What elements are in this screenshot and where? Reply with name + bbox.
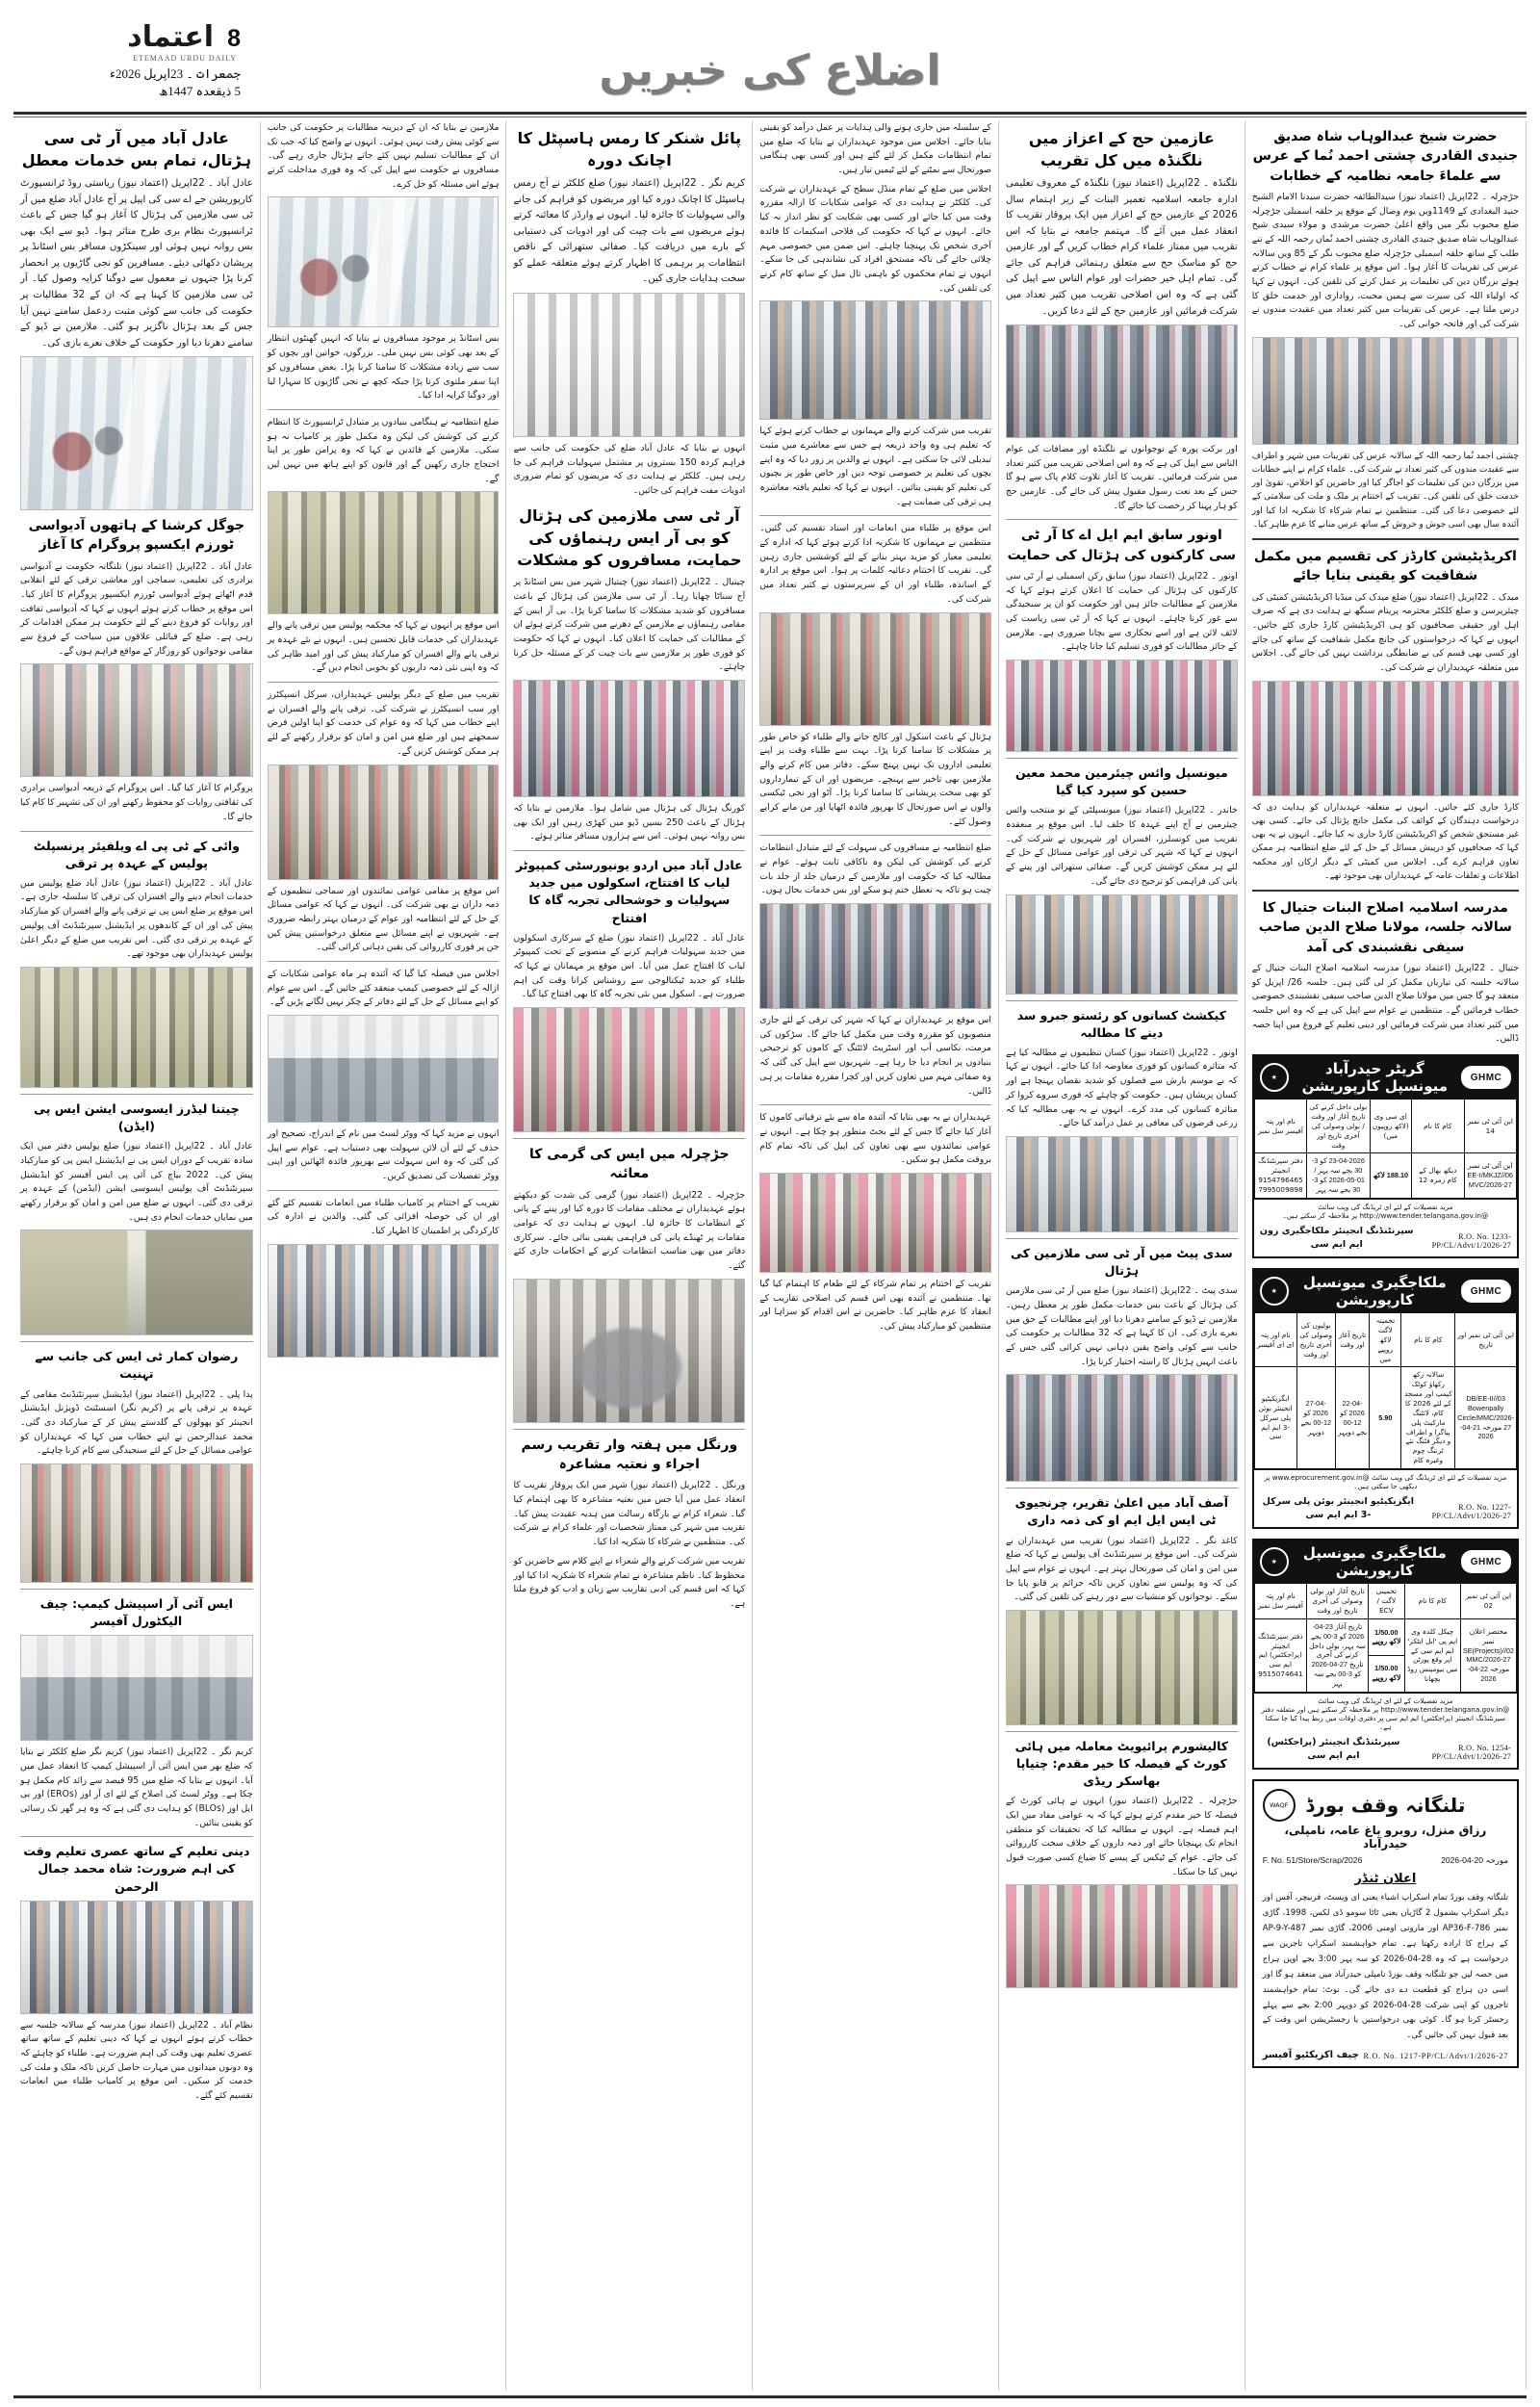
- column-runover: اس موقع پر انہوں نے کہا کہ محکمہ پولیس میں ترقی پانے والے عہدیداران کی خدمات قابل تحسین ہیں۔ انہوں نے نئے عہدہ پر ترقی پانے والے افسران کو مبارکباد پیش کی اور امید ظاہر کی کہ وہ اپنی نئی ذمہ داریوں کو بخوبی انجام دیں گے۔: [267, 620, 500, 674]
- government-seal-icon: ★: [1260, 1547, 1289, 1576]
- article-body-cont: کورنگ ہڑتال کی ہڑتال میں شامل ہوا۔ ملازمین نے بتایا کہ ہڑتال کے باعث 250 بسیں ڈپو میں کھڑی رہیں اور ایک بھی بس روانہ نہیں ہوئی۔ اس سے ہزاروں مسافر متاثر ہوئے۔: [513, 803, 746, 842]
- column-runover: اس موقع پر طلباء میں انعامات اور اسناد تقسیم کی گئیں۔ منتظمین نے مہمانوں کا شکریہ ادا کرتے ہوئے کہا کہ ادارہ کے تعلیمی معیار کو مزید بہتر بنانے کے لئے کوششیں جاری رہیں گی۔ تقریب کا اختتام دعائیہ کلمات پر ہوا۔ اس موقع پر ادارہ کے اساتذہ، طلباء اور ان کے سرپرستوں نے کثیر تعداد میں شرکت کی۔: [759, 523, 991, 605]
- article-body: کاغذ نگر ۔ 22اپریل (اعتماد نیوز) تقریب میں عہدیداران نے شرکت کی۔ اس موقع پر سپرنٹنڈنٹ آف پولیس نے کہا کہ ضلع میں امن و امان کی صورتحال بہتر ہے۔ انہوں نے عوام سے اپیل کی کہ وہ پولیس سے تعاون کریں تاکہ جرائم پر قابو پایا جا سکے۔ نوجوانوں کو منشیات سے دور رہنے کی تلقین کی گئی۔: [1005, 1535, 1238, 1603]
- article-body: عادل آباد ۔ 22اپریل (اعتماد نیوز) تلنگانہ حکومت نے آدیواسی برادری کی تعلیمی، سماجی اور معاشی ترقی کے لئے انقلابی قدم اٹھاتے ہوئے آدیواسی ٹورزم ایکسپور پروگرام کا آغاز کیا۔ اس موقع پر خطاب کرتے ہوئے انہوں نے کہا کہ آدیواسی ثقافت اور روایات کو فروغ دینے کے لئے حکومت ہر ممکن اقدامات کر رہی ہے۔ ضلع کے قبائلی علاقوں میں سیاحت کے فروغ سے مقامی نوجوانوں کو روزگار کے مواقع فراہم ہوں گے۔: [20, 560, 253, 657]
- article-headline: آر ٹی سی ملازمین کی ہڑتال کو بی آر ایس رہنماؤں کی حمایت، مسافروں کو مشکلات: [517, 505, 742, 570]
- ad-note: مزید تفصیلات کے لئے ای ٹریڈنگ کی ویب سائٹ @www.eprocurement.gov.in پر دیکھی جا سکتی ہیں۔: [1254, 1469, 1517, 1493]
- waqf-board-seal-icon: WAQF: [1263, 1789, 1296, 1822]
- column-3: [505, 121, 752, 2390]
- article-photo-hajj-function: [1006, 324, 1238, 438]
- ad-header: [1254, 1056, 1517, 1099]
- tender-table: [1254, 1583, 1517, 1692]
- ad-note: مزید تفصیلات کے لئے ای ٹریڈنگ کی ویب سائٹ @http://www.tender.telangana.gov.in پر ملاحظہ کر سکتے ہیں۔: [1254, 1199, 1517, 1223]
- article-body: جڑچرلہ ۔ 22اپریل (اعتماد نیوز) سیدالطائفہ حضرت سیدنا الامام الشیخ جنید البغدادی کے 1149ویں یوم وصال کے موقع پر حلقہ اسمبلی جڑچرلہ ضلع محبوب نگر میں واقع اعلیٰ حضرت مرشدی و مولاء سیدی شیخ عبدالوہاب شاہ صدیق جنیدی القادری چشتی احمد نُماں رحمہ اللہ کے تنے طلب کے ساتھ حلقہ اسمبلی جڑچرلہ ضلع محبوب نگر کے 85 ویں سالانہ عرس کی تقریبات کا آغاز ہوا۔ اس موقع پر علماء کرام نے خطاب کرتے ہوئے بزرگان دین کی تعلیمات پر عمل کرنے کی تلقین کی۔ انہوں نے کہا کہ اولیاء اللہ کی سیرت سے ہمیں محبت، رواداری اور خدمت خلق کا درس ملتا ہے۔ عرس کی تقریبات میں کثیر تعداد میں عقیدت مندوں نے شرکت کی اور فاتحہ خوانی کی۔: [1251, 191, 1519, 330]
- waqf-reference-row: [1263, 1855, 1508, 1866]
- column-photo-office-meeting: [268, 1015, 500, 1123]
- td-ecv: 1/50.00 لاکھ روپیے: [1369, 1618, 1405, 1655]
- section-title: اضلاع کی خبریں: [599, 46, 941, 95]
- article-body: عادل آباد ۔ 22اپریل (اعتماد نیوز) ضلع کے سرکاری اسکولوں میں جدید سہولیات فراہم کرنے کے منصوبے کے تحت کمپیوٹر لیاب کا افتتاح عمل میں آیا۔ اس موقع پر مہمانان نے کہا کہ طلباء کو جدید ٹیکنالوجی سے روشناس کرانا وقت کی اہم ضرورت ہے۔ اسکول میں نئی تجربہ گاہ کا بھی افتتاح کیا گیا۔: [513, 932, 746, 1000]
- column-1: [13, 121, 260, 2390]
- ad-ro-number: R.O. No. 1254-PP/CL/Advt/1/2026-27: [1431, 1744, 1511, 1762]
- waqf-address: رزاق منزل، روبرو باغ عامہ، نامپلی، حیدرآباد: [1284, 1824, 1487, 1851]
- article-body: خاندر ۔ 22اپریل (اعتماد نیوز) میونسپلٹی کے نو منتخب وائس چیئرمین نے آج اپنے عہدہ کا حلف لیا۔ اس موقع پر منعقدہ تقریب میں کونسلرز، افسران اور شہریوں نے شرکت کی۔ انہوں نے کہا کہ شہر کی ترقی اور عوامی مسائل کے حل کے لئے ہر ممکن کوشش کریں گے۔ صفائی ستھرائی اور پینے کے پانی کی فراہمی کو ترجیح دی جائے گی۔: [1005, 805, 1238, 887]
- article-photo-felicitation-ceremony: [20, 1463, 253, 1583]
- article-photo-brs-leaders-protest: [513, 680, 745, 797]
- article-photo-bus-stand-empty: [20, 356, 253, 510]
- article-headline: جوگل کرشنا کے ہاتھوں آدیواسی ٹورزم ایکسپو پروگرام کا آغاز: [28, 518, 245, 554]
- th-ecv: ای سی وی (لاکھ روپیوں میں): [1370, 1100, 1412, 1153]
- th-work: کام کا نام: [1412, 1100, 1464, 1153]
- table-row: [1254, 1618, 1516, 1655]
- article-body: ورنگل ۔ 22اپریل (اعتماد نیوز) شہر میں ایک پروقار تقریب کا انعقاد عمل میں آیا جس میں نعتیہ مشاعرہ کا بھی اہتمام کیا گیا۔ شعراء کرام نے بارگاہ رسالت میں ہدیہ عقیدت پیش کیا۔ تقریب میں شہر کی ممتاز شخصیات اور علماء کرام نے شرکت کی۔ منتظمین نے شرکاء کا شکریہ ادا کیا۔: [513, 1480, 746, 1548]
- waqf-body-text: تلنگانہ وقف بورڈ تمام اسکراپ اشیاء یعنی ای ویسٹ، فرنیچر، آفس اور دیگر اسکراپ بشمول 2 گاڑیاں یعنی ٹاٹا سومو ڈی لکس، 1998، گاڑی نمبر AP36-F-786 اور ماروتی اومنی 2006، گاڑی نمبر AP-9-Y-487 کے ہراج کا ارادہ رکھتا ہے۔ تمام خواہشمند اسکراپ تاجرین سے درخواست ہے کہ وہ 28-04-2026 کو سہ پہر 3:00 بجے اوپن ہراج میں حصہ لیں جو تلنگانہ وقف بورڈ نامپلی حیدرآباد میں منعقد ہو گا اور اسی دن ہراج کو قطعیت دے دی جائے گی۔ نوٹ: تمام خواہشمند تاجروں کو اپنی شرکت 28-04-2026 کو دوپہر 2:00 بجے سے پہلے رجسٹر کرنا ہو گا۔ کوئی بھی درخواستیں یا رجسٹریشن اس وقت کے بعد قبول نہیں کی جائیں گی۔: [1262, 1893, 1509, 2041]
- ad-note: مزید تفصیلات کے لئے ای ٹریڈنگ کی ویب سائٹ @http://www.tender.telangana.gov.in پر ملاحظہ کر سکتے ہیں اور متعلقہ دفتر سپرنٹنڈنگ انجینئر (پراجکٹس) ایم ایم سی پر دفتری اوقات میں ربط پیدا کیا جا سکتا ہے۔: [1254, 1693, 1517, 1734]
- waqf-footer: [1263, 2050, 1508, 2060]
- article-photo-madrasa-function: [20, 1901, 253, 2014]
- article-headline: عادل آباد میں آر ٹی سی ہڑتال، تمام بس خدمات معطل: [21, 129, 251, 170]
- column-runover: اجلاس میں ضلع کے تمام منڈل سطح کے عہدیداران نے شرکت کی۔ کلکٹر نے ہدایت دی کہ عوامی شکایات کا ازالہ مقررہ وقت میں کیا جائے اور کسی بھی شکایت کو نظر انداز نہ کیا جائے۔ انہوں نے کہا کہ حکومت کی فلاحی اسکیمات کا فائدہ آخری شخص تک پہنچنا چاہئے۔ اس ضمن میں خصوصی مہم چلائی جائے گی تاکہ مستحق افراد کی نشاندہی کی جا سکے۔ انہوں نے تمام محکموں کو باہمی تال میل کے ساتھ کام کرنے کی تلقین کی۔: [759, 183, 991, 294]
- masthead-brand-block: [19, 17, 241, 99]
- column-runover: تقریب کے اختتام پر تمام شرکاء کے لئے طعام کا اہتمام کیا گیا تھا۔ منتظمین نے آئندہ بھی اس قسم کی اصلاحی تقاریب کے انعقاد کا عزم ظاہر کیا۔ حاضرین نے اس اقدام کو سراہا اور منتظمین کو مبارکباد پیش کی۔: [759, 1278, 991, 1332]
- td-work: سالانہ رکھ رکھاؤ کوٹک کیمپ اور مسجد کے لئے 2026 کا کام، لائٹنگ مارکیٹ پلی پیاگرا و اطراف و دیگر فٹنگ نئے ٹرننگ چوم وغیرہ کام: [1401, 1367, 1455, 1468]
- article-body-cont: تقریب میں شرکت کرنے والے شعراء نے اپنے کلام سے حاضرین کو محظوظ کیا۔ ناظم مشاعرہ نے تمام شعراء کا شکریہ ادا کیا اور کہا کہ اس قسم کی ادبی تقاریب سے زبان و ادب کو فروغ ملتا ہے۔: [513, 1555, 746, 1609]
- section-title-block: [241, 17, 1299, 95]
- column-photo-officials-meeting: [759, 300, 991, 420]
- article-headline: آصف آباد میں اعلیٰ تقریر، چرنجیوی ٹی ایس ایل ایم او کی ذمہ داری: [1014, 1495, 1228, 1528]
- article-headline: حضرت شیخ عبدالوہاب شاہ صدیق جنیدی القادری چشتی احمد نُما کے عرس سے علماءَ جامعہ نظامیہ کے خطابات: [1252, 129, 1519, 184]
- article-body: جتیال ۔ 22اپریل (اعتماد نیوز) مدرسہ اسلامیہ اصلاح البنات جتیال کے سالانہ جلسہ کی تیاریاں مکمل کر لی گئی ہیں۔ جلسہ 26/ اپریل کو منعقد ہو گا جس میں مولانا صلاح الدین صاحب سیفی نقشبندی خصوصی خطاب فرمائیں گے۔ منتظمین نے عوام سے اپیل کی ہے کہ وہ اس جلسہ میں کثیر تعداد میں شرکت فرمائیں اور دینی تعلیم کے فروغ میں اپنا حصہ ڈالیں۔: [1251, 963, 1519, 1045]
- ad-signature: ایگزیکیٹیو انجینئر بوئن پلی سرکل -3 ایم ایم سی: [1262, 1495, 1414, 1521]
- ad-signature: سپرنٹنڈنگ انجینئر (پراجکٹس) ایم ایم سی: [1267, 1736, 1400, 1762]
- th-officer: نام اور پتہ آفیسر سل نمبر: [1254, 1100, 1306, 1153]
- column-photo-civic-leaders: [759, 1173, 991, 1273]
- article-headline: جڑچرلہ میں ایس کی گرمی کا معائنہ: [529, 1147, 730, 1182]
- article-body: عادل آباد ۔ 22اپریل (اعتماد نیوز) عادل آباد ضلع پولیس میں خدمات انجام دینے والے افسران کی ترقی کا سلسلہ جاری ہے۔ اس موقع پر ضلع ایس پی نے ترقی پانے والے افسران کو مبارکباد پیش کی اور ان کے کاندھوں پر ایڈیشنل سپرنٹنڈنٹ آف پولیس کے عہدہ پر ترقی دی گئی۔ اس تقریب میں ضلع کے دیگر اعلیٰ پولیس عہدیداران بھی موجود تھے۔: [20, 877, 253, 960]
- column-runover: ہڑتال کے باعث اسکول اور کالج جانے والے طلباء کو خاص طور پر مشکلات کا سامنا کرنا پڑا۔ بہت سے طلباء وقت پر اپنے تعلیمی اداروں تک نہیں پہنچ سکے۔ دفاتر میں کام کرنے والے ملازمین بھی تاخیر سے پہنچے۔ مریضوں اور ان کے تیمارداروں کو بھی سخت پریشانی کا سامنا کرنا پڑا۔ آٹو اور نجی ٹیکسی والوں نے اس صورتحال کا بھرپور فائدہ اٹھایا اور من مانے کرایے وصول کئے۔: [759, 731, 991, 827]
- article-headline: چیتنا لیڈرز ایسوسی ایشن ایس پی (ایڈن): [34, 1100, 240, 1134]
- th-ecv: تخمینہ لاگت لاکھ روپیے میں: [1370, 1313, 1401, 1367]
- article-headline: دینی تعلیم کے ساتھ عصری تعلیم وقت کی اہم ضرورت: شاہ محمد جمال الرحمن: [23, 1844, 250, 1894]
- ghmc-logo-icon: GHMC: [1461, 1066, 1511, 1089]
- column-photo-gathering: [268, 1244, 500, 1358]
- article-headline: اونور سابق ایم ایل اے کا آر ٹی سی کارکنوں کی ہڑتال کی حمایت: [1007, 528, 1236, 563]
- ghmc-logo-icon: GHMC: [1461, 1280, 1511, 1303]
- masthead-rule-thin: [13, 116, 1527, 117]
- article-headline: ورنگل میں ہفتہ وار تقریب رسم اجراء و نعتیہ مشاعرہ: [521, 1436, 738, 1473]
- ad-footer: [1254, 1734, 1517, 1769]
- article-headline: اکریڈیٹیشن کارڈز کی تقسیم میں مکمل شفافیت کو یقینی بنایا جائے: [1253, 549, 1517, 584]
- article-photo-press-conference: [1006, 1884, 1238, 1988]
- article-body: عادل آباد ۔ 22اپریل (اعتماد نیوز) ریاستی روڈ ٹرانسپورٹ کارپوریشن جے اے سی کی اپیل پر آج عادل آباد ضلع میں آر ٹی سی ملازمین کی ہڑتال کا آغاز ہو گیا جس کے باعث ٹرانسپورٹ نظام بری طرح متاثر ہوا۔ ڈپو سے ایک بھی بس روانہ نہیں ہوئی اور سینکڑوں مسافر بس اسٹانڈ پر پریشان دکھائی دیئے۔ مسافرین کو نجی گاڑیوں پر انحصار کرنا پڑا جنہوں نے معمول سے دوگنا کرایہ وصول کیا۔ آر ٹی سی ملازمین کا کہنا ہے کہ ان کے 32 مطالبات پر حکومت کی جانب سے کوئی مثبت ردعمل سامنے نہیں آیا جس کے بعد ہڑتال ناگزیر ہو گئی۔ ملازمین نے ڈپو کے سامنے دھرنا دیا اور حکومت کے خلاف نعرے بازی کی۔: [20, 178, 253, 349]
- article-photo-woman-officer: [20, 1229, 253, 1335]
- column-photo-stranded-passengers: [759, 903, 991, 1009]
- article-headline: سدی پیٹ میں آر ٹی سی ملازمین کی ہڑتال: [1010, 1245, 1233, 1279]
- column-runover: بس اسٹانڈ پر موجود مسافروں نے بتایا کہ انہیں گھنٹوں انتظار کے بعد بھی کوئی بس نہیں ملی۔ بزرگوں، خواتین اور بچوں کو سب سے زیادہ مشکلات کا سامنا کرنا پڑا۔ بعض مسافروں کو اپنا سفر ملتوی کرنا پڑا جبکہ کچھ نے نجی گاڑیوں کا سہارا لیا اور دوگنا کرایہ ادا کیا۔: [267, 333, 500, 401]
- article-photo-collector-meet: [20, 1635, 253, 1741]
- article-photo-tourism-expo: [20, 663, 253, 777]
- column-photo-award-ceremony: [759, 612, 991, 726]
- th-dates: بولی داخل کرنے کی تاریخ آغاز اور وقت / بولی وصولی کی آخری تاریخ اور وقت: [1307, 1100, 1370, 1153]
- column-photo-waiting-area: [268, 196, 500, 327]
- ad-authority-name: ملکاجگیری میونسپل کارپوریشن: [1302, 1274, 1447, 1309]
- column-runover: تقریب میں شرکت کرنے والے مہمانوں نے خطاب کرتے ہوئے کہا کہ تعلیم ہی وہ واحد ذریعہ ہے جس سے معاشرے میں مثبت تبدیلی لائی جا سکتی ہے۔ انہوں نے والدین پر زور دیا کہ وہ اپنے بچوں کی تعلیم پر خصوصی توجہ دیں اور خاص طور پر بچیوں کی تعلیم کو یقینی بنائیں۔ انہوں نے کہا کہ تعلیم یافتہ معاشرہ ہی ترقی کی ضمانت ہے۔: [759, 426, 991, 507]
- content-grid: [13, 121, 1527, 2390]
- ad-header: [1254, 1540, 1517, 1583]
- article-photo-farmers: [1006, 1136, 1238, 1232]
- th-work: کام کا نام: [1401, 1313, 1455, 1367]
- table-row: [1254, 1367, 1516, 1468]
- article-body: عادل آباد ۔ 22اپریل (اعتماد نیوز) ضلع پولیس دفتر میں ایک سادہ تقریب کے دوران ایس پی نے ایڈیشنل ایس پی کو مبارکباد پیش کی۔ 2022 بیاچ کی آئی پی ایس آفیسر کو ایڈیشنل سپرنٹنڈنٹ آف پولیس ایسوسی ایشن (ایڈمن) کے عہدہ پر ترقی دی گئی۔ انہوں نے ضلع میں امن و امان کو برقرار رکھنے میں نمایاں خدمات انجام دی ہیں۔: [20, 1141, 253, 1223]
- article-photo-mla-support: [1006, 660, 1238, 752]
- th-end: بولیوں کی وصولی کی آخری تاریخ اور وقت: [1296, 1313, 1335, 1367]
- td-officer: دفتر سپرنٹنڈنگ انجینئر 9154796465 7995009898: [1254, 1153, 1306, 1198]
- page-bottom-rule: [13, 2395, 1527, 2398]
- column-4: [752, 121, 998, 2390]
- td-end: 27-04-2026 کو 12-00 بجے دوپہر: [1296, 1367, 1335, 1468]
- column-runover: اجلاس میں فیصلہ کیا گیا کہ آئندہ ہر ماہ عوامی شکایات کے ازالہ کے لئے خصوصی کیمپ منعقد کئے جائیں گے۔ اس سے عوام کو اپنے مسائل کے حل کے لئے دفاتر کے چکر نہیں لگانے پڑیں گے۔: [267, 968, 500, 1008]
- article-headline: عازمین حج کے اعزاز میں نلگنڈہ میں کل تقریب: [1028, 129, 1215, 170]
- article-headline: عادل آباد میں اردو یونیورسٹی کمپیوٹر لیاب کا افتتاح، اسکولوں میں جدید سہولیات و خوشحالی تجربہ گاہ کا افتتاح: [515, 858, 743, 925]
- article-body-cont: چشتی احمد نُما رحمہ اللہ کے سالانہ عرس کی تقریبات میں شہر و اطراف سے عقیدت مندوں کی کثیر تعداد نے شرکت کی۔ علماء کرام نے اپنے خطابات میں بزرگان دین کی تعلیمات کو اجاگر کیا اور حاضرین کو اخلاص، تقویٰ اور خدمت خلق کی تلقین کی۔ تقریب کے اختتام پر ملک و ملت کی سلامتی کے لئے خصوصی دعا کی گئی۔ منتظمین نے تمام شرکاء کا شکریہ ادا کیا اور آئندہ سال بھی اسی جوش و خروش کے ساتھ عرس منانے کا عزم ظاہر کیا۔: [1251, 451, 1519, 530]
- masthead-rule: [13, 112, 1527, 115]
- article-body: جڑچرلہ ۔ 22اپریل (اعتماد نیوز) گرمی کی شدت کو دیکھتے ہوئے عہدیداران نے مختلف مقامات کا دورہ کیا اور پینے کے پانی کے انتظامات کا جائزہ لیا۔ انہوں نے ہدایت دی کہ عوامی مقامات پر ٹھنڈے پانی کی فراہمی یقینی بنائی جائے۔ سرکاری دفاتر میں بھی مناسب انتظامات کرنے کے احکامات جاری کئے گئے۔: [513, 1189, 746, 1272]
- article-headline: میونسپل وائس چیئرمین محمد معین حسین کو سپرد کیا گیا: [1014, 765, 1228, 798]
- th-work: کام کا نام: [1404, 1584, 1460, 1619]
- article-body: اونور ۔ 22اپریل (اعتماد نیوز) کسان تنظیموں نے مطالبہ کیا ہے کہ متاثرہ کسانوں کو فوری معاوضہ ادا کیا جائے۔ انہوں نے کہا کہ بے موسم بارش سے فصلوں کو شدید نقصان پہنچا ہے اور کسان پریشان ہیں۔ حکومت کو چاہئے کہ فوری سروے کروا کر متاثرہ کسانوں کی مدد کرے۔ انہوں نے یہ بھی مطالبہ کیا کہ زرعی قرضوں کی معافی پر عمل درآمد کیا جائے۔: [1005, 1047, 1238, 1129]
- article-body: کریم نگر ۔ 22اپریل (اعتماد نیوز) کریم نگر ضلع کلکٹر نے بتایا کہ ضلع بھر میں ایس آئی آر اسپیشل کیمپ کا انعقاد عمل میں آیا۔ انہوں نے بتایا کہ ضلع میں 95 فیصد سے زائد کام مکمل ہو چکا ہے۔ ووٹر لسٹ کی اصلاح کے لئے ای آر اوز (EROs) اور بی ایل اوز (BLOs) کو ہدایت دی گئی ہے کہ وہ ہر گھر تک رسائی کو یقینی بنائیں۔: [20, 1747, 253, 1828]
- hijri-date: 5 ذیقعدہ 1447ھ: [159, 84, 241, 98]
- td-dates: تاریخ آغاز 23-04-2026 کو 3-00 بجے سہ پہر، بولی داخل کرنے کی آخری تاریخ 27-04-2026 کو 3-00 بجے سہ پہر: [1307, 1618, 1369, 1692]
- column-runover: عہدیداران نے یہ بھی بتایا کہ آئندہ ماہ سے نئے ترقیاتی کاموں کا آغاز کیا جائے گا جس کے لئے بجٹ منظور ہو چکا ہے۔ انہوں نے عوامی نمائندوں سے بھی تعاون کی اپیل کی تاکہ تمام کام بروقت مکمل ہو سکیں۔: [759, 1112, 991, 1166]
- td-officer: ایگزیکیٹیو انجینئر بوئن پلی سرکل -3 ایم ایم سی: [1254, 1367, 1296, 1468]
- ad-footer: [1254, 1493, 1517, 1528]
- article-body-cont: اور برکت پورہ کے نوجوانوں نے نلگنڈہ اور مضافات کی عوام الناس سے اپیل کی ہے کہ وہ اس اصلاحی تقریب میں کثیر تعداد میں شرکت فرمائیں۔ تقریب کا آغاز تلاوت کلام پاک سے ہو گا جس کے بعد نعت رسول مقبول پیش کی جائے گی۔ عازمین حج کو ہار پہنا کر رخصت کیا جائے گا۔: [1005, 444, 1238, 511]
- th-ecv: تخمینی لاگت / ECV: [1369, 1584, 1405, 1619]
- article-photo-vice-chairman-oath: [1006, 894, 1238, 995]
- column-right-ads: [1245, 121, 1527, 2390]
- column-runover: تقریب کے اختتام پر کامیاب طلباء میں انعامات تقسیم کئے گئے اور ان کی حوصلہ افزائی کی گئی۔ والدین نے ادارہ کی کارکردگی پر اطمینان کا اظہار کیا۔: [267, 1197, 500, 1237]
- column-runover: اس موقع پر عہدیداران نے کہا کہ شہر کی ترقی کے لئے جاری منصوبوں کو مقررہ وقت میں مکمل کیا جائے گا۔ سڑکوں کی مرمت، نکاسی آب اور اسٹریٹ لائٹنگ کے کاموں کو ترجیحی بنیادوں پر انجام دیا جا رہا ہے۔ شہریوں سے اپیل کی گئی کہ وہ صفائی مہم میں تعاون کریں اور کچرا مقررہ مقامات پر ہی ڈالیں۔: [759, 1015, 991, 1097]
- th-nit: این آئی ٹی نمبر 02: [1460, 1584, 1516, 1619]
- ad-authority-name: گریٹر حیدرآباد میونسپل کارپوریشن: [1301, 1060, 1449, 1096]
- ad-footer: [1254, 1223, 1517, 1257]
- td-work: دیکھ بھال کے کام زمرہ 12: [1412, 1153, 1464, 1198]
- article-body-cont: پروگرام کا آغاز کیا گیا۔ اس پروگرام کے ذریعہ آدیواسی برادری کی ثقافتی روایات کو محفوظ رکھنے اور ان کی تشہیر کا کام کیا جائے گا۔: [20, 783, 253, 822]
- article-photo-depot-strike: [1006, 1374, 1238, 1482]
- article-body: نظام آباد ۔ 22اپریل (اعتماد نیوز) مدرسہ کے سالانہ جلسہ سے خطاب کرتے ہوئے انہوں نے کہا کہ دینی تعلیم کے ساتھ ساتھ عصری تعلیم بھی وقت کی اہم ضرورت ہے۔ طلباء کو چاہئے کہ وہ دونوں میدانوں میں مہارت حاصل کریں تاکہ ملک و ملت کی خدمت کر سکیں۔ اس موقع پر کامیاب طلباء میں انعامات تقسیم کئے گئے۔: [20, 2019, 253, 2102]
- article-photo-hospital-visit: [513, 293, 745, 437]
- ad-header: [1254, 1270, 1517, 1312]
- waqf-header: [1263, 1789, 1508, 1822]
- th-officer: نام اور پتہ آفیسر سل نمبر: [1254, 1584, 1306, 1619]
- td-ecv: 188.10 لاکھ: [1370, 1153, 1412, 1198]
- article-headline: ایس آئی آر اسپیشل کیمپ: چیف الیکٹورل آفیسر: [39, 1595, 233, 1629]
- column-runover: تقریب میں ضلع کے دیگر پولیس عہدیداران، سرکل انسپکٹرز اور سب انسپکٹرز نے شرکت کی۔ ترقی پانے والے افسران نے اپنے خطاب میں کہا کہ وہ عوام کی خدمت کو اپنا اولین فرض سمجھتے ہیں اور ضلع میں امن و امان کو برقرار رکھنے کے لئے ہر ممکن کوشش کریں گے۔: [267, 689, 500, 757]
- article-body: پدا پلی ۔ 22اپریل (اعتماد نیوز) ایڈیشنل سپرنٹنڈنٹ مقامی کے عہدہ پر ترقی پانے پر (کریم نگر) اسسٹنٹ ڈویژنل ایڈیشنل انجینئر کو پھولوں کے گلدستے پیش کر کے مبارکباد دی گئی۔ محمد عبدالرحمن نے اپنے خطاب میں کہا کہ عہدیداران کو عوامی مسائل کے حل کے لئے سنجیدگی سے کام کرنا چاہئے۔: [20, 1388, 253, 1457]
- td-nit: این آئی ٹی نمبر 06/EE-I/MKJZ/ MVC/2026-27: [1464, 1153, 1516, 1198]
- td-work: چیکل کلدہ وی ایم پی 'ایل ایٹکر' ایم ایم سی کے اپر وقع پورٹن میں بیومینس روڈ بچھانا: [1404, 1618, 1460, 1692]
- waqf-date: مورخہ 20-04-2026: [1441, 1855, 1508, 1866]
- article-body: چیتیال ۔ 22اپریل (اعتماد نیوز) چیتیال شہر میں بس اسٹانڈ پر آج سناٹا چھایا رہا۔ آر ٹی سی ملازمین کی ہڑتال کے باعث مسافروں کو شدید مشکلات کا سامنا کرنا پڑا۔ بی آر ایس کے مقامی رہنماؤں نے ملازمین کے دھرنے میں شرکت کرتے ہوئے ان کے مطالبات کی حمایت کا اعلان کیا۔ انہوں نے کہا کہ حکومت کو فوری طور پر ملازمین سے بات چیت کر کے مسئلہ حل کرنا چاہئے۔: [513, 577, 746, 673]
- table-header-row: [1254, 1313, 1516, 1367]
- article-headline: رضوان کمار ٹی ایس کی جانب سے تہنیت: [35, 1349, 239, 1382]
- article-body: جڑچرلہ ۔ 22اپریل (اعتماد نیوز) انہوں نے ہائی کورٹ کے فیصلہ کا خیر مقدم کرتے ہوئے کہا کہ یہ عوامی مفاد میں ایک اہم فیصلہ ہے۔ انہوں نے مطالبہ کیا کہ تحقیقات کو منطقی انجام تک پہنچایا جائے اور ذمہ داروں کے خلاف سخت کارروائی کی جائے۔ عوام کے ٹیکس کے پیسے کا ضیاع کسی صورت قبول نہیں کیا جا سکتا۔: [1005, 1796, 1238, 1877]
- government-seal-icon: ★: [1260, 1063, 1289, 1092]
- td-ecv-2: 1/50.00 لاکھ روپیے: [1369, 1655, 1405, 1692]
- tender-ad-ghmc-2: [1252, 1268, 1519, 1529]
- td-nit: مختصر اعلان نمبر 02/SE(Projects)/ MMC/2026-27 مورخہ 22-04-2026: [1460, 1618, 1516, 1692]
- th-start: تاریخ آغاز اور وقت: [1335, 1313, 1369, 1367]
- article-headline: وائی کے ٹی پی اے ویلفیئر پرنسپلٹ پولیس کے عہدہ پر ترقی: [33, 838, 240, 870]
- article-headline: پائل شنکر کا رمس ہاسپٹل کا اچانک دورہ: [517, 129, 742, 170]
- tender-ad-ghmc-1: [1252, 1054, 1519, 1258]
- th-officer: نام اور پتہ ای ای آفیسر: [1254, 1313, 1296, 1367]
- article-headline: مدرسہ اسلامیہ اصلاح البنات جتیال کا سالانہ جلسہ، مولانا صلاح الدین صاحب سیفی نقشبندی کی آمد: [1258, 900, 1512, 955]
- government-seal-icon: ★: [1260, 1277, 1289, 1306]
- ad-signature: سپرنٹنڈنگ انجینئر ملکاجگیری زون ایم ایم سی: [1259, 1225, 1414, 1250]
- td-start: 22-04-2026 کو 12-00 بجے دوپہر: [1335, 1367, 1369, 1468]
- column-photo-police-deployment: [268, 491, 500, 614]
- article-body: کریم نگر ۔ 22اپریل (اعتماد نیوز) ضلع کلکٹر نے آج رمس ہاسپٹل کا اچانک دورہ کیا اور مریضوں کو فراہم کی جانے والی سہولیات کا جائزہ لیا۔ انہوں نے وارڈز کا معائنہ کرتے ہوئے مریضوں سے بات چیت کی اور ادویات کی دستیابی کے بارے میں دریافت کیا۔ صفائی ستھرائی کے ناقص انتظامات پر برہمی کا اظہار کرتے ہوئے متعلقہ عملے کو سخت ہدایات جاری کیں۔: [513, 178, 746, 285]
- article-body-cont: کارڈ جاری کئے جائیں۔ انہوں نے متعلقہ عہدیداران کو ہدایت دی کہ درخواست دہندگان کے کوائف کی مکمل جانچ پڑتال کی جائے۔ کسی بھی غیر مستحق شخص کو اکریڈیٹیشن کارڈ جاری نہ کیا جائے۔ انہوں نے یہ بھی کہا کہ صحافیوں کو درپیش مسائل کے حل کے لئے ضلع انتظامیہ ہر ممکن تعاون فراہم کرے گی۔ اجلاس میں کمیٹی کے دیگر ارکان اور محکمہ اطلاعات و تعلقات عامہ کے عہدیداران بھی موجود تھے۔: [1251, 802, 1519, 881]
- table-header-row: [1254, 1100, 1516, 1153]
- column-5: [998, 121, 1245, 2390]
- article-headline: کالیشورم پرائیویٹ معاملہ میں ہائی کورٹ کے فیصلہ کا خیر مقدم: چتیاپا بھاسکر ریڈی: [1014, 1738, 1229, 1789]
- ad-ro-number: R.O. No. 1227-PP/CL/Advt/1/2026-27: [1431, 1503, 1511, 1521]
- article-body-cont: انہوں نے بتایا کہ عادل آباد ضلع کی حکومت کی جانب سے فراہم کردہ 150 بستروں پر مشتمل سہولیات فراہم کی جا رہی ہیں۔ کلکٹر نے ہدایت دی کہ مریضوں کو تمام ضروری ادویات مفت فراہم کی جائیں۔: [513, 442, 746, 497]
- article-body: سدی پیٹ ۔ 22اپریل (اعتماد نیوز) ضلع میں آر ٹی سی ملازمین کی ہڑتال کے باعث بس خدمات مکمل طور پر معطل رہیں۔ ملازمین نے ڈپو کے سامنے دھرنا دیا اور اپنے مطالبات کے حق میں نعرے بازی کی۔ ان کا کہنا ہے کہ 32 مطالبات پر حکومت کی جانب سے کوئی واضح یقین دہانی نہیں کرائی گئی جس کے باعث انہیں ہڑتال کا راستہ اختیار کرنا پڑا۔: [1005, 1285, 1238, 1367]
- column-2: [260, 121, 506, 2390]
- article-body: میدک ۔ 22اپریل (اعتماد نیوز) ضلع میدک کی میڈیا اکریڈیٹیشن کمیٹی کی چیئرپرسن و ضلع کلکٹر محترمہ پریتام سنگھ نے ہدایت دی ہے کہ صرف اہل اور حقیقی صحافیوں کو ہی اکریڈیٹیشن کارڈ جاری کئے جائیں۔ انہوں نے کہا کہ درخواستوں کی جانچ مکمل شفافیت کے ساتھ کی جائے اور کسی بھی قسم کی بے ضابطگی برداشت نہیں کی جائے گی۔ اجلاس میں متعلقہ عہدیداران نے شرکت کی۔: [1251, 591, 1519, 674]
- page-number: 8: [227, 25, 241, 52]
- ghmc-logo-icon: GHMC: [1461, 1550, 1511, 1573]
- tender-ad-ghmc-3: [1252, 1539, 1519, 1770]
- tender-table: [1254, 1099, 1517, 1199]
- column-runover: ضلع انتظامیہ نے مسافروں کی سہولت کے لئے متبادل انتظامات کرنے کی کوشش کی لیکن وہ ناکافی ثابت ہوئے۔ عوام نے مطالبہ کیا کہ حکومت اور ملازمین کے درمیان جلد از جلد بات چیت ہو تاکہ یہ تعطل ختم ہو سکے اور بس خدمات بحال ہوں۔: [759, 842, 991, 896]
- gregorian-date: جمعرات ۔ 23اپریل 2026ء: [109, 66, 241, 81]
- table-header-row: [1254, 1584, 1516, 1619]
- waqf-heading: اعلان ٹنڈر: [1354, 1872, 1417, 1887]
- td-officer: دفتر سپرنٹنڈنگ انجینئر (پراجکٹس) ایم ایم سی 9515074641: [1254, 1618, 1306, 1692]
- article-photo-police-officers: [1006, 1610, 1238, 1725]
- th-dates: تاریخ آغاز اور بولی وصولی کی آخری تاریخ اور وقت: [1307, 1584, 1369, 1619]
- article-body: نلگنڈہ ۔ 22اپریل (اعتماد نیوز) نلگنڈہ کے معروف تعلیمی ادارہ جامعہ اسلامیہ تعمیر البنات کے زیر اہتمام سال 2026 کے عازمین حج کے اعزاز میں ایک پروقار تقریب کا انعقاد عمل میں آئے گا۔ مہتمم جامعہ نے بتایا کہ اس تقریب میں ممتاز علماء کرام خطاب کریں گے اور عازمین حج کو مناسک حج سے متعلق رہنمائی فراہم کی جائے گی۔ تمام اہل خیر حضرات اور عوام الناس سے اپیل کی گئی ہے کہ وہ اس اصلاحی تقریب میں کثیر تعداد میں شرکت فرمائیں اور عازمین حج کے لئے دعا کریں۔: [1005, 178, 1238, 317]
- td-ecv: 5.90: [1370, 1367, 1401, 1468]
- th-nit: این آئی ٹی نمبر 14: [1464, 1100, 1516, 1153]
- article-photo-kitchen-inspection: [513, 1279, 745, 1423]
- waqf-board-notice: [1252, 1779, 1519, 2068]
- td-nit: 03/DB/EE-II/ Bowenpally Circle/MMC/2026-27 مورخہ 21-04-2026: [1455, 1367, 1517, 1468]
- column-runover-top: ملازمین نے بتایا کہ ان کے دیرینہ مطالبات پر حکومت کی جانب سے کوئی پیش رفت نہیں ہوئی۔ انہوں نے واضح کیا کہ جب تک ان کے مطالبات تسلیم نہیں کئے جاتے ہڑتال جاری رہے گی۔ مسافروں نے حکومت سے اپیل کی کہ وہ فوری مداخلت کرتے ہوئے اس مسئلہ کو حل کرے۔: [267, 122, 500, 190]
- article-body: اونور ۔ 22اپریل (اعتماد نیوز) سابق رکن اسمبلی نے آر ٹی سی کارکنوں کی ہڑتال کی حمایت کا اعلان کرتے ہوئے کہا کہ ملازمین کے مطالبات جائز ہیں اور حکومت کو ان پر سنجیدگی سے غور کرنا چاہئے۔ انہوں نے کہا کہ آر ٹی سی ریاست کی لائف لائن ہے اور اسے نجکاری سے بچانا ضروری ہے۔ ملازمین کے جائز مطالبات کو فوری تسلیم کیا جانا چاہئے۔: [1005, 571, 1238, 653]
- column-runover: اس موقع پر مقامی عوامی نمائندوں اور سماجی تنظیموں کے ذمہ داران نے بھی شرکت کی۔ انہوں نے کہا کہ عوامی مسائل کے حل کے لئے انتظامیہ اور عوام کے درمیان بہتر رابطہ ضروری ہے۔ شہریوں نے اپنے مسائل سے متعلق درخواستیں پیش کیں جن پر فوری کارروائی کی یقین دہانی کرائی گئی۔: [267, 885, 500, 953]
- article-headline: کیکشٹ کسانوں کو رئستو جبرو سد دینے کا مطالبہ: [1016, 1007, 1226, 1040]
- article-photo-lab-inauguration: [513, 1007, 745, 1132]
- article-photo-police-promotion: [20, 967, 253, 1088]
- article-photo-accreditation-meeting: [1252, 681, 1519, 796]
- waqf-file-number: F. No. 51/Store/Scrap/2026: [1262, 1855, 1363, 1866]
- tender-table: [1254, 1312, 1517, 1469]
- waqf-signature: چیف اکزیکٹیو آفیسر: [1262, 2050, 1359, 2061]
- td-dates: 23-04-2026 کو 3-30 بجے سہ پہر / 01-05-2026 کو 3-30 بجے سہ پہر: [1307, 1153, 1370, 1198]
- ad-authority-name: ملکاجگیری میونسپل کارپوریشن: [1302, 1544, 1447, 1580]
- column-photo-felicitation: [268, 764, 500, 880]
- table-row: [1254, 1153, 1516, 1198]
- column-runover: ضلع انتظامیہ نے ہنگامی بنیادوں پر متبادل ٹرانسپورٹ کا انتظام کرنے کی کوشش کی لیکن وہ مکمل طور پر کامیاب نہ ہو سکی۔ ملازمین کے قائدین نے کہا کہ وہ پرامن طور پر اپنا احتجاج جاری رکھیں گے اور قانون کو اپنے ہاتھ میں نہیں لیں گے۔: [267, 416, 500, 484]
- masthead: [13, 17, 1527, 110]
- brand-logo: اعتماد: [127, 20, 215, 54]
- waqf-title: تلنگانہ وقف بورڈ: [1305, 1794, 1466, 1818]
- th-nit: این آئی ٹی نمبر اور تاریخ: [1455, 1313, 1517, 1367]
- waqf-ro-number: R.O. No. 1217-PP/CL/Advt/1/2026-27: [1363, 2052, 1508, 2061]
- column-runover: انہوں نے مزید کہا کہ ووٹر لسٹ میں نام کے اندراج، تصحیح اور حذف کے لئے آن لائن سہولت بھی دستیاب ہے۔ عوام سے اپیل کی گئی کہ وہ اس سہولت سے بھرپور فائدہ اٹھائیں اور اپنی ووٹر تفصیلات کی تصدیق کریں۔: [267, 1128, 500, 1182]
- column-runover-top: کے سلسلہ میں جاری ہونے والی ہدایات پر عمل درآمد کو یقینی بنایا جائے۔ اجلاس میں موجود عہدیداران نے بتایا کہ ضلع میں تمام انتظامات مکمل کر لئے گئے ہیں اور کسی بھی ہنگامی صورتحال سے نمٹنے کے لئے ٹیمیں تیار ہیں۔: [759, 122, 991, 176]
- ad-ro-number: R.O. No. 1233-PP/CL/Advt/1/2026-27: [1431, 1232, 1511, 1251]
- brand-subtitle: ETEMAAD URDU DAILY: [133, 54, 237, 63]
- article-photo-urs-gathering: [1252, 337, 1519, 445]
